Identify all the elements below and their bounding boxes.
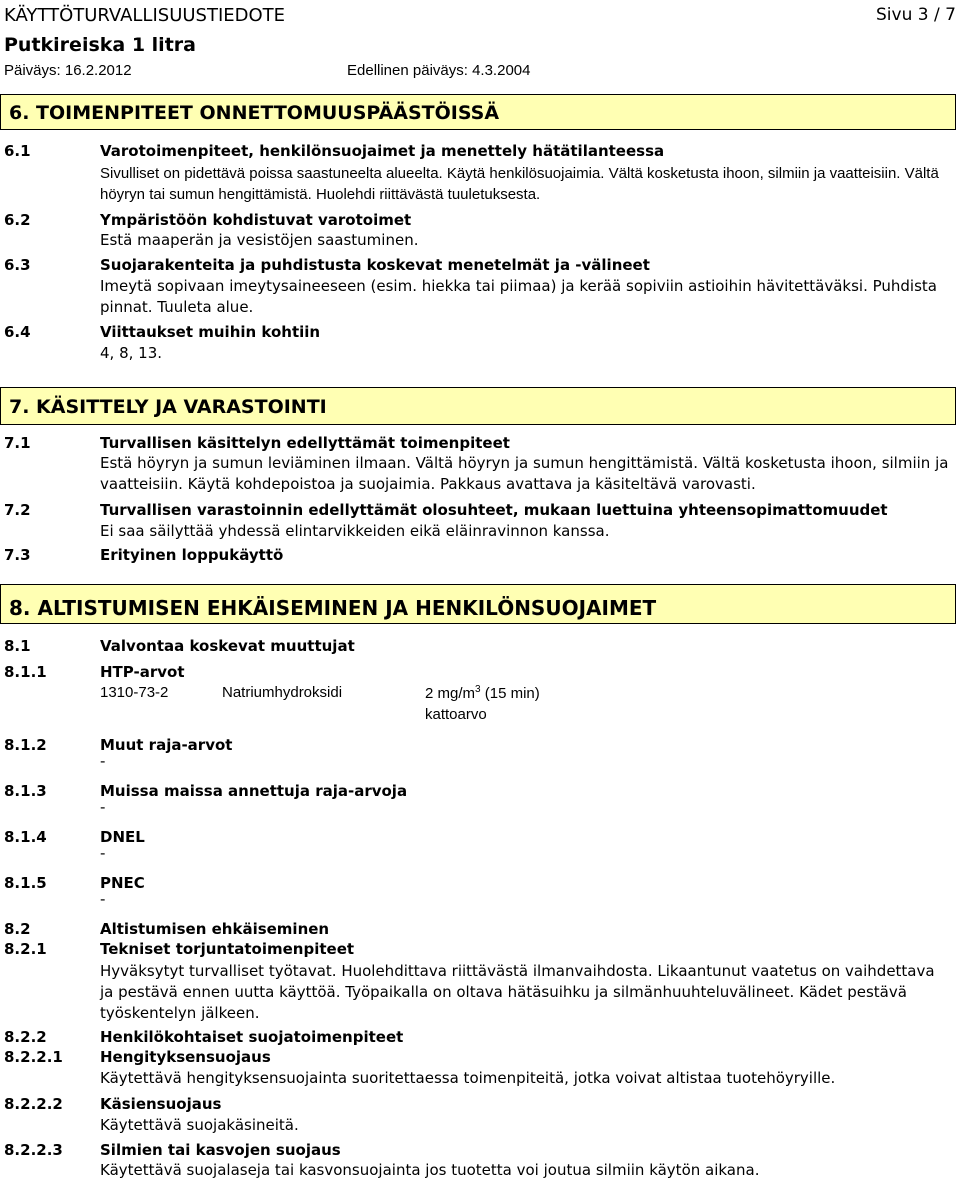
section-8-1-number: 8.1 <box>4 637 31 655</box>
section-8-1-1-heading: HTP-arvot <box>100 663 185 681</box>
section-6-4-text: 4, 8, 13. <box>100 344 163 362</box>
section-8-2-heading: Altistumisen ehkäiseminen <box>100 920 330 938</box>
section-6-1-text: Sivulliset on pidettävä poissa saastuneelta alueelta. Käytä henkilösuojaimia. Vältä kosketusta ihoon, silmiin ja vaatteisiin. Vältä höyryn tai sumun hengittämistä. Huolehdi riittävästä tuuletuksesta. <box>100 165 939 203</box>
section-8-1-3-number: 8.1.3 <box>4 782 47 800</box>
product-name: Putkireiska 1 litra <box>4 34 196 56</box>
section-8-2-1-heading: Tekniset torjuntatoimenpiteet <box>100 940 355 958</box>
section-6-2-number: 6.2 <box>4 211 31 229</box>
section-7-1-number: 7.1 <box>4 434 31 452</box>
section-6-title: 6. TOIMENPITEET ONNETTOMUUSPÄÄSTÖISSÄ <box>9 102 500 124</box>
section-8-1-4-heading: DNEL <box>100 828 145 846</box>
section-8-2-number: 8.2 <box>4 920 31 938</box>
page-number: Sivu 3 / 7 <box>876 5 956 25</box>
section-8-1-heading: Valvontaa koskevat muuttujat <box>100 637 355 655</box>
section-6-2-text: Estä maaperän ja vesistöjen saastuminen. <box>100 231 419 249</box>
section-6-4-number: 6.4 <box>4 323 31 341</box>
section-7-banner <box>0 387 956 425</box>
section-6-2-heading: Ympäristöön kohdistuvat varotoimet <box>100 211 412 229</box>
section-7-1-heading: Turvallisen käsittelyn edellyttämät toimenpiteet <box>100 434 510 452</box>
section-8-2-2-2-text: Käytettävä suojakäsineitä. <box>100 1116 299 1134</box>
section-8-2-2-2-heading: Käsiensuojaus <box>100 1095 222 1113</box>
section-7-1-text: Estä höyryn ja sumun leviäminen ilmaan. Vältä höyryn ja sumun hengittämistä. Vältä kosketusta ihoon, silmiin ja vaatteisiin. Käytä kohdepoistoa ja suojaimia. Pakkaus avattava ja käsiteltävä varovasti. <box>100 454 949 493</box>
section-8-1-4-value: - <box>100 844 106 862</box>
section-8-1-3-value: - <box>100 798 106 816</box>
section-8-2-2-3-number: 8.2.2.3 <box>4 1141 63 1159</box>
section-8-banner <box>0 584 956 624</box>
htp-substance-name: Natriumhydroksidi <box>222 684 343 701</box>
section-8-2-2-number: 8.2.2 <box>4 1028 47 1046</box>
section-8-1-1-number: 8.1.1 <box>4 663 47 681</box>
section-7-3-number: 7.3 <box>4 546 31 564</box>
section-8-2-2-1-heading: Hengityksensuojaus <box>100 1048 271 1066</box>
section-8-1-5-number: 8.1.5 <box>4 874 47 892</box>
section-8-2-2-heading: Henkilökohtaiset suojatoimenpiteet <box>100 1028 404 1046</box>
htp-cas-number: 1310-73-2 <box>100 684 169 701</box>
section-8-2-2-2-number: 8.2.2.2 <box>4 1095 63 1113</box>
section-7-2-text: Ei saa säilyttää yhdessä elintarvikkeiden eikä eläinravinnon kanssa. <box>100 522 610 540</box>
section-8-1-5-value: - <box>100 890 106 908</box>
section-8-1-2-heading: Muut raja-arvot <box>100 736 233 754</box>
section-8-1-2-value: - <box>100 752 106 770</box>
section-6-3-text: Imeytä sopivaan imeytysaineeseen (esim. hiekka tai piimaa) ja kerää sopiviin astioihin hävitettäväksi. Puhdista pinnat. Tuuleta alue. <box>100 277 937 316</box>
section-6-3-heading: Suojarakenteita ja puhdistusta koskevat menetelmät ja -välineet <box>100 256 650 274</box>
section-7-title: 7. KÄSITTELY JA VARASTOINTI <box>9 396 327 418</box>
htp-limit-value-main: 2 mg/m <box>425 685 476 702</box>
section-8-2-2-3-heading: Silmien tai kasvojen suojaus <box>100 1141 341 1159</box>
section-8-1-4-number: 8.1.4 <box>4 828 47 846</box>
section-8-1-2-number: 8.1.2 <box>4 736 47 754</box>
htp-limit-value-exponent: 3 <box>475 684 481 695</box>
section-6-3-number: 6.3 <box>4 256 31 274</box>
section-6-1-heading: Varotoimenpiteet, henkilönsuojaimet ja menettely hätätilanteessa <box>100 142 665 160</box>
revision-date: Päiväys: 16.2.2012 <box>4 62 132 79</box>
section-8-2-2-3-text: Käytettävä suojalaseja tai kasvonsuojainta jos tuotetta voi joutua silmiin käytön aikana. <box>100 1161 760 1179</box>
section-6-1-number: 6.1 <box>4 142 31 160</box>
htp-limit-value <box>425 684 540 702</box>
section-8-2-1-text: Hyväksytyt turvalliset työtavat. Huolehdittava riittävästä ilmanvaihdosta. Likaantunut vaatetus on vaihdettava ja pestävä ennen uutta käyttöä. Työpaikalla on oltava hätäsuihku ja silmänhuuhteluvälineet. Kädet pestävä työskentelyn jälkeen. <box>100 962 935 1022</box>
document-title: KÄYTTÖTURVALLISUUSTIEDOTE <box>4 5 286 26</box>
previous-revision-date: Edellinen päiväys: 4.3.2004 <box>347 62 531 79</box>
section-7-2-number: 7.2 <box>4 501 31 519</box>
section-8-2-2-1-text: Käytettävä hengityksensuojainta suoritettaessa toimenpiteitä, jotka voivat altistaa tuotehöyryille. <box>100 1069 836 1087</box>
htp-limit-type: kattoarvo <box>425 706 487 723</box>
section-6-4-heading: Viittaukset muihin kohtiin <box>100 323 321 341</box>
section-8-1-5-heading: PNEC <box>100 874 145 892</box>
section-7-2-heading: Turvallisen varastoinnin edellyttämät olosuhteet, mukaan luettuina yhteensopimattomuudet <box>100 501 888 519</box>
section-8-2-1-number: 8.2.1 <box>4 940 47 958</box>
htp-limit-value-duration: (15 min) <box>480 685 540 702</box>
section-7-3-heading: Erityinen loppukäyttö <box>100 546 284 564</box>
section-6-banner <box>0 94 956 130</box>
section-8-title: 8. ALTISTUMISEN EHKÄISEMINEN JA HENKILÖNSUOJAIMET <box>9 596 657 620</box>
section-8-1-3-heading: Muissa maissa annettuja raja-arvoja <box>100 782 408 800</box>
section-8-2-2-1-number: 8.2.2.1 <box>4 1048 63 1066</box>
